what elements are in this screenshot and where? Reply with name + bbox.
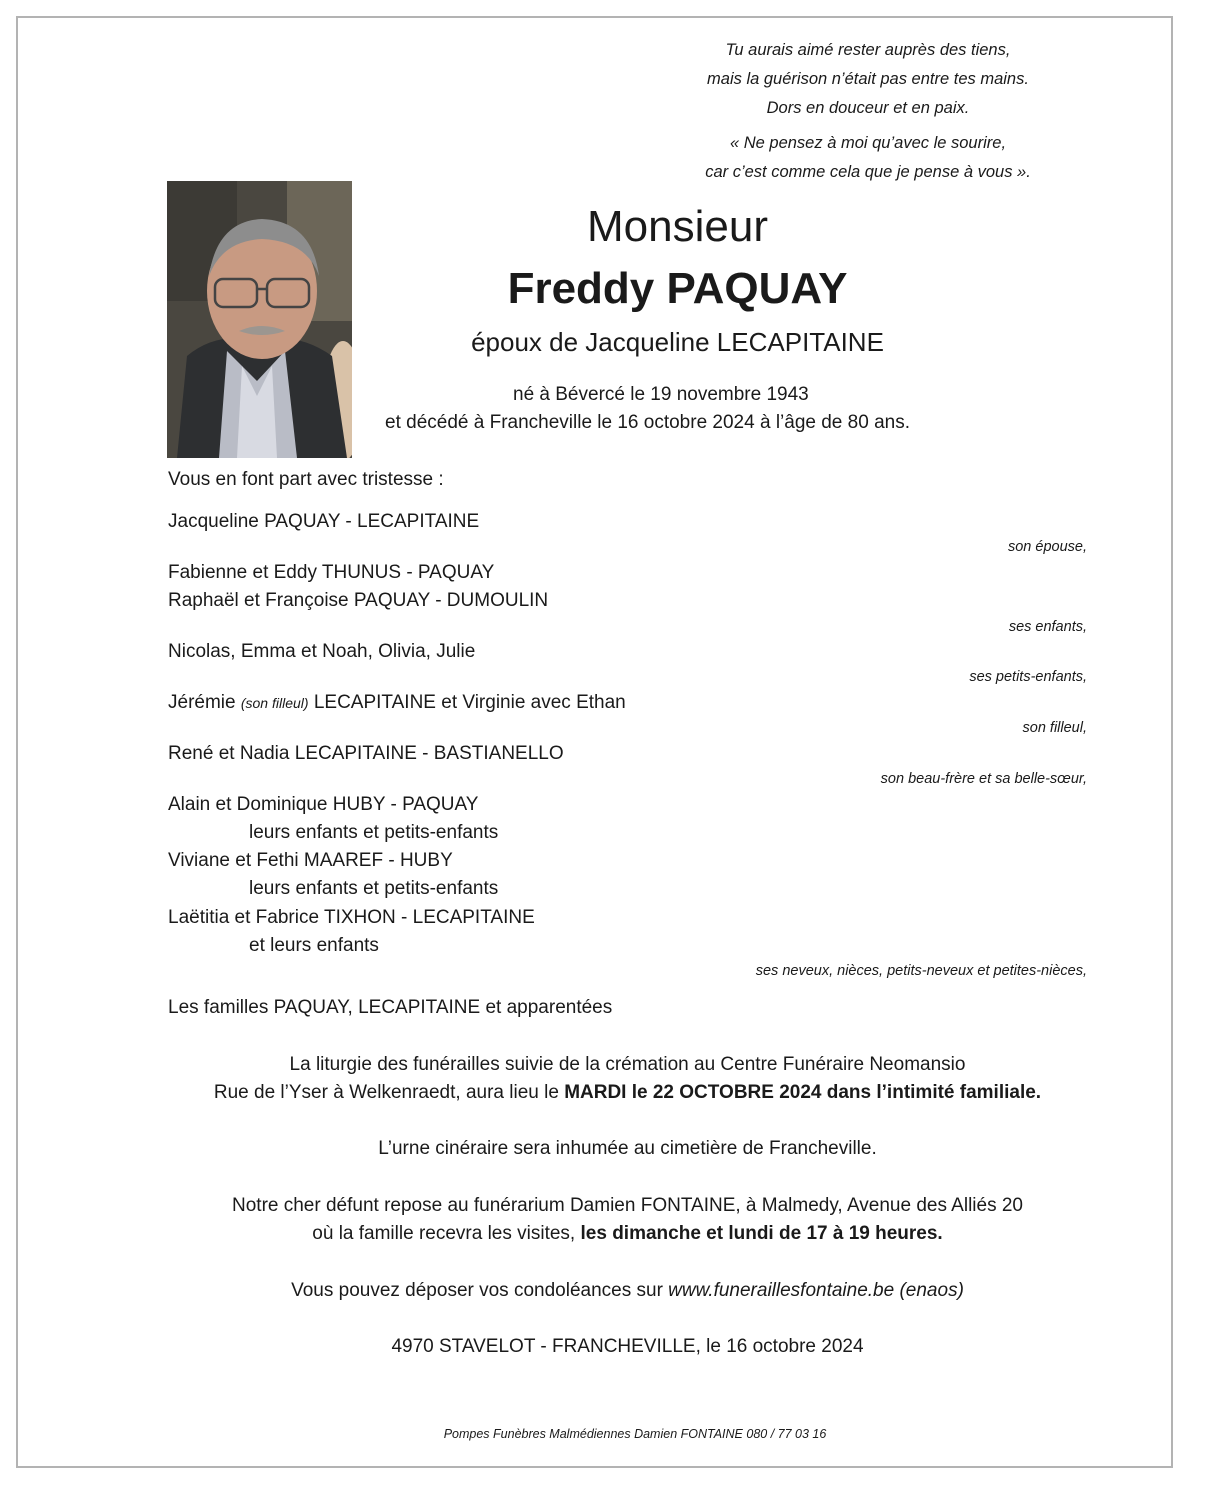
rest-line [130, 1223, 1125, 1245]
death-line: et décédé à Francheville le 16 octobre 2024 à l’âge de 80 ans. [385, 412, 910, 433]
family-member: Nicolas, Emma et Noah, Olivia, Julie [168, 641, 476, 662]
family-member: Jacqueline PAQUAY - LECAPITAINE [168, 511, 480, 532]
visits-hours: les dimanche et lundi de 17 à 19 heures. [580, 1223, 943, 1244]
family-member: René et Nadia LECAPITAINE - BASTIANELLO [168, 743, 564, 764]
relation-label: son beau-frère et sa belle-sœur, [880, 771, 1087, 787]
godson-name: Jérémie [168, 692, 236, 713]
family-member: Viviane et Fethi MAAREF - HUBY [168, 850, 453, 871]
family-member-sub: leurs enfants et petits-enfants [249, 822, 499, 843]
portrait-photo [167, 181, 352, 458]
place-date: 4970 STAVELOT - FRANCHEVILLE, le 16 octobre 2024 [391, 1336, 864, 1357]
poem-line: mais la guérison n’était pas entre tes mains. [707, 70, 1029, 88]
visits-text: où la famille recevra les visites, [312, 1223, 581, 1244]
deceased-name: Freddy PAQUAY [507, 264, 848, 313]
rest-line: Notre cher défunt repose au funérarium Damien FONTAINE, à Malmedy, Avenue des Alliés 20 [232, 1195, 1023, 1216]
liturgy-line [130, 1082, 1125, 1104]
liturgy-text: Rue de l’Yser à Welkenraedt, aura lieu le [213, 1082, 565, 1103]
relation-label: son filleul, [1022, 720, 1087, 736]
family-member: Alain et Dominique HUBY - PAQUAY [168, 794, 479, 815]
condolences-website[interactable]: www.funerailles​fontaine.be (enaos) [668, 1280, 964, 1301]
relation-label: ses enfants, [1008, 619, 1087, 635]
poem-line: Tu aurais aimé rester auprès des tiens, [725, 41, 1011, 59]
family-member: Laëtitia et Fabrice TIXHON - LECAPITAINE [168, 907, 535, 928]
relation-label: son épouse, [1007, 539, 1087, 555]
family-member: Fabienne et Eddy THUNUS - PAQUAY [168, 562, 495, 583]
poem-block [668, 36, 1068, 187]
birth-line: né à Bévercé le 19 novembre 1943 [513, 384, 809, 405]
funeral-home-footer: Pompes Funèbres Malmédiennes Damien FONTAINE 080 / 77 03 16 [443, 1427, 827, 1441]
godson-note: (son filleul) [240, 695, 309, 711]
families-line: Les familles PAQUAY, LECAPITAINE et apparentées [168, 997, 613, 1018]
spouse-line: époux de Jacqueline LECAPITAINE [471, 327, 884, 357]
liturgy-line: La liturgie des funérailles suivie de la crémation au Centre Funéraire Neomansio [289, 1054, 966, 1075]
urn-line: L’urne cinéraire sera inhumée au cimetière de Francheville. [378, 1138, 877, 1159]
poem-line: « Ne pensez à moi qu’avec le sourire, [729, 134, 1007, 152]
condolences-line [130, 1280, 1125, 1302]
family-member: Raphaël et Françoise PAQUAY - DUMOULIN [168, 590, 549, 611]
family-member-sub: et leurs enfants [249, 935, 379, 956]
family-intro: Vous en font part avec tristesse : [168, 469, 444, 490]
condolences-text: Vous pouvez déposer vos condoléances sur [291, 1280, 669, 1301]
relation-label: ses petits-enfants, [969, 669, 1087, 685]
family-member [168, 692, 626, 714]
liturgy-date: MARDI le 22 OCTOBRE 2024 dans l’intimité familiale. [564, 1082, 1042, 1103]
godson-rest: LECAPITAINE et Virginie avec Ethan [313, 692, 626, 713]
poem-line: Dors en douceur et en paix. [766, 99, 970, 117]
relation-label: ses neveux, nièces, petits-neveux et petites-nièces, [755, 963, 1087, 979]
family-member-sub: leurs enfants et petits-enfants [249, 878, 499, 899]
poem-line: car c’est comme cela que je pense à vous ». [705, 163, 1031, 181]
salutation: Monsieur [587, 202, 768, 251]
